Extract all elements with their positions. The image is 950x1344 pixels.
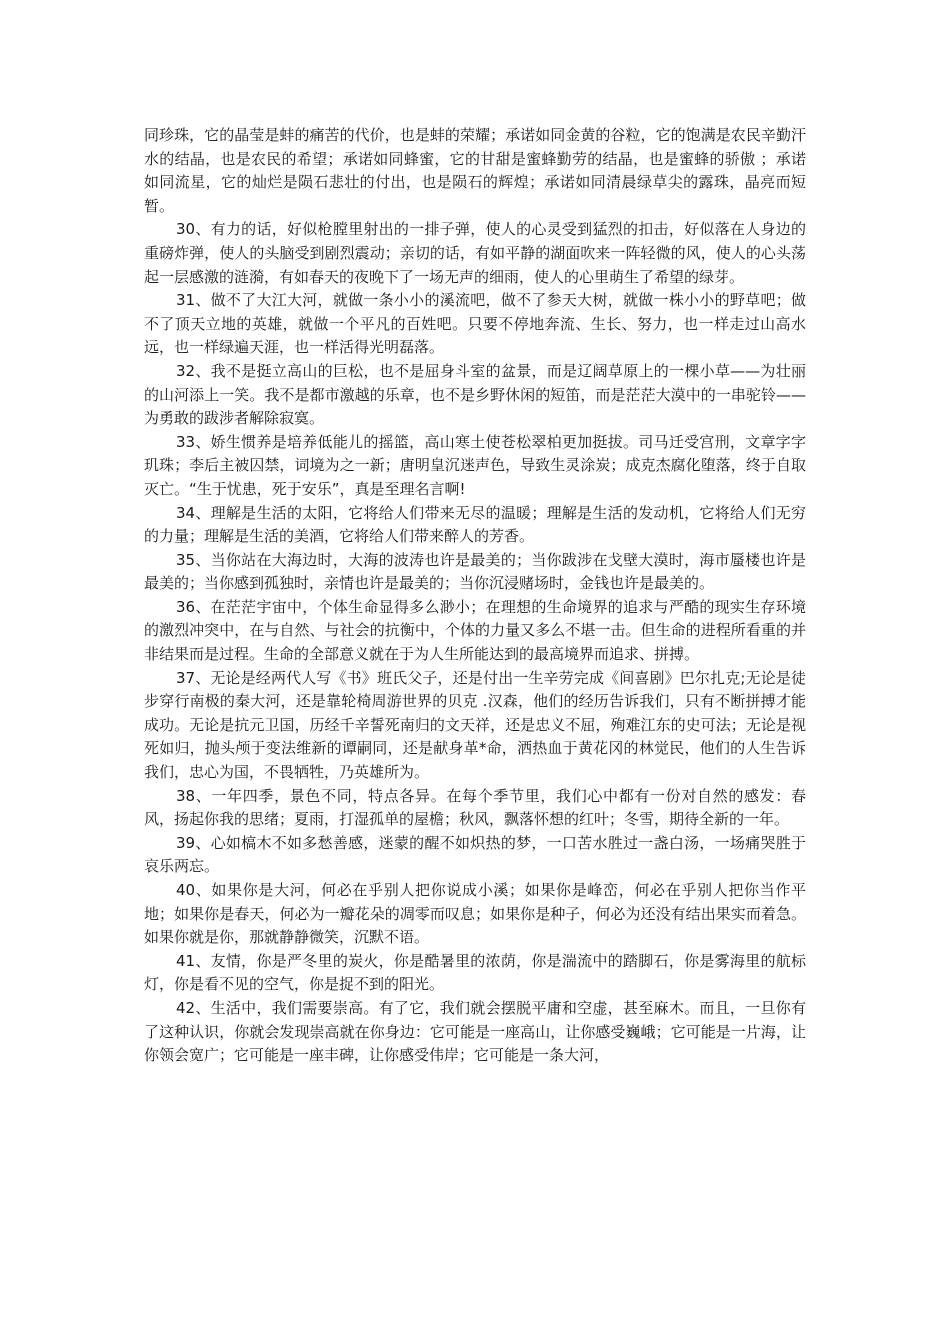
paragraph-42: 42、生活中，我们需要崇高。有了它，我们就会摆脱平庸和空虚，甚至麻木。而且，一旦你有了这种认识，你就会发现崇高就在你身边：它可能是一座高山，让你感受巍峨；它可能是一片海，让你领会宽广；它可能是一座丰碑，让你感受伟岸；它可能是一条大河， <box>144 998 806 1065</box>
paragraph-31: 31、做不了大江大河，就做一条小小的溪流吧，做不了参天大树，就做一株小小的野草吧；做不了顶天立地的英雄，就做一个平凡的百姓吧。只要不停地奔流、生长、努力，也一样走过山高水远，也一样绿遍天涯，也一样活得光明磊落。 <box>144 291 806 357</box>
paragraph-41: 41、友情，你是严冬里的炭火，你是酷暑里的浓荫，你是湍流中的踏脚石，你是雾海里的航标灯，你是看不见的空气，你是捉不到的阳光。 <box>144 951 806 994</box>
paragraph-37: 37、无论是经两代人写《书》班氏父子，还是付出一生辛劳完成《间喜剧》巴尔扎克;无论是徒步穿行南极的秦大河，还是靠轮椅周游世界的贝克 .汉森，他们的经历告诉我们，只有不断拼搏才能成功。无论是抗元卫国，历经千辛誓死南归的文天祥，还是忠义不屈，殉难江东的史可法；无论是视死如归，抛头颅于变法维新的谭嗣同，还是献身革*命，洒热血于黄花冈的林觉民，他们的人生告诉我们，忠心为国，不畏牺牲，乃英雄所为。 <box>144 668 806 782</box>
paragraph-32: 32、我不是挺立高山的巨松，也不是屈身斗室的盆景，而是辽阔草原上的一棵小草——为壮丽的山河添上一笑。我不是都市激越的乐章，也不是乡野休闲的短笛，而是茫茫大漠中的一串驼铃——为勇敢的跋涉者解除寂寞。 <box>144 361 806 428</box>
paragraph-30: 30、有力的话，好似枪膛里射出的一排子弹，使人的心灵受到猛烈的扣击，好似落在人身边的重磅炸弹，使人的头脑受到剧烈震动；亲切的话，有如平静的湖面吹来一阵轻微的风，使人的心头荡起一层感激的涟漪，有如春天的夜晚下了一场无声的细雨，使人的心里萌生了希望的绿芽。 <box>144 220 806 286</box>
document-body <box>144 124 806 1068</box>
paragraph-34: 34、理解是生活的太阳，它将给人们带来无尽的温暖；理解是生活的发动机，它将给人们无穷的力量；理解是生活的美酒，它将给人们带来醉人的芳香。 <box>144 503 806 546</box>
paragraph-38: 38、一年四季，景色不同，特点各异。在每个季节里，我们心中都有一份对自然的感发：春风，扬起你我的思绪；夏雨，打湿孤单的屋檐；秋风，飘落怀想的红叶；冬雪，期待全新的一年。 <box>144 786 806 829</box>
paragraph-36: 36、在茫茫宇宙中，个体生命显得多么渺小；在理想的生命境界的追求与严酷的现实生存环境的激烈冲突中，在与自然、与社会的抗衡中，个体的力量又多么不堪一击。但生命的进程所看重的并非结果而是过程。生命的全部意义就在于为人生所能达到的最高境界而追求、拼搏。 <box>144 597 806 664</box>
paragraph-35: 35、当你站在大海边时，大海的波涛也许是最美的；当你跋涉在戈壁大漠时，海市蜃楼也许是最美的；当你感到孤独时，亲情也许是最美的；当你沉浸赌场时，金钱也许是最美的。 <box>144 550 806 593</box>
paragraph-39: 39、心如槁木不如多愁善感，迷蒙的醒不如炽热的梦，一口苦水胜过一盏白汤，一场痛哭胜于哀乐两忘。 <box>144 833 806 876</box>
paragraph-33: 33、娇生惯养是培养低能儿的摇篮，高山寒土使苍松翠柏更加挺拔。司马迁受宫刑，文章字字玑珠；李后主被囚禁，词境为之一新；唐明皇沉迷声色，导致生灵涂炭；成克杰腐化堕落，终于自取灭亡。“生于忧患，死于安乐”，真是至理名言啊! <box>144 432 806 498</box>
paragraph-continuation: 同珍珠，它的晶莹是蚌的痛苦的代价，也是蚌的荣耀；承诺如同金黄的谷粒，它的饱满是农民辛勤汗水的结晶，也是农民的希望；承诺如同蜂蜜，它的甘甜是蜜蜂勤劳的结晶，也是蜜蜂的骄傲 ；承诺如同流星，它的灿烂是陨石悲壮的付出，也是陨石的辉煌；承诺如同清晨绿草尖的露珠，晶亮而短暂。 <box>144 126 806 215</box>
paragraph-40: 40、如果你是大河，何必在乎别人把你说成小溪；如果你是峰峦，何必在乎别人把你当作平地；如果你是春天，何必为一瓣花朵的凋零而叹息；如果你是种子，何必为还没有结出果实而着急。如果你就是你，那就静静微笑，沉默不语。 <box>144 881 806 947</box>
